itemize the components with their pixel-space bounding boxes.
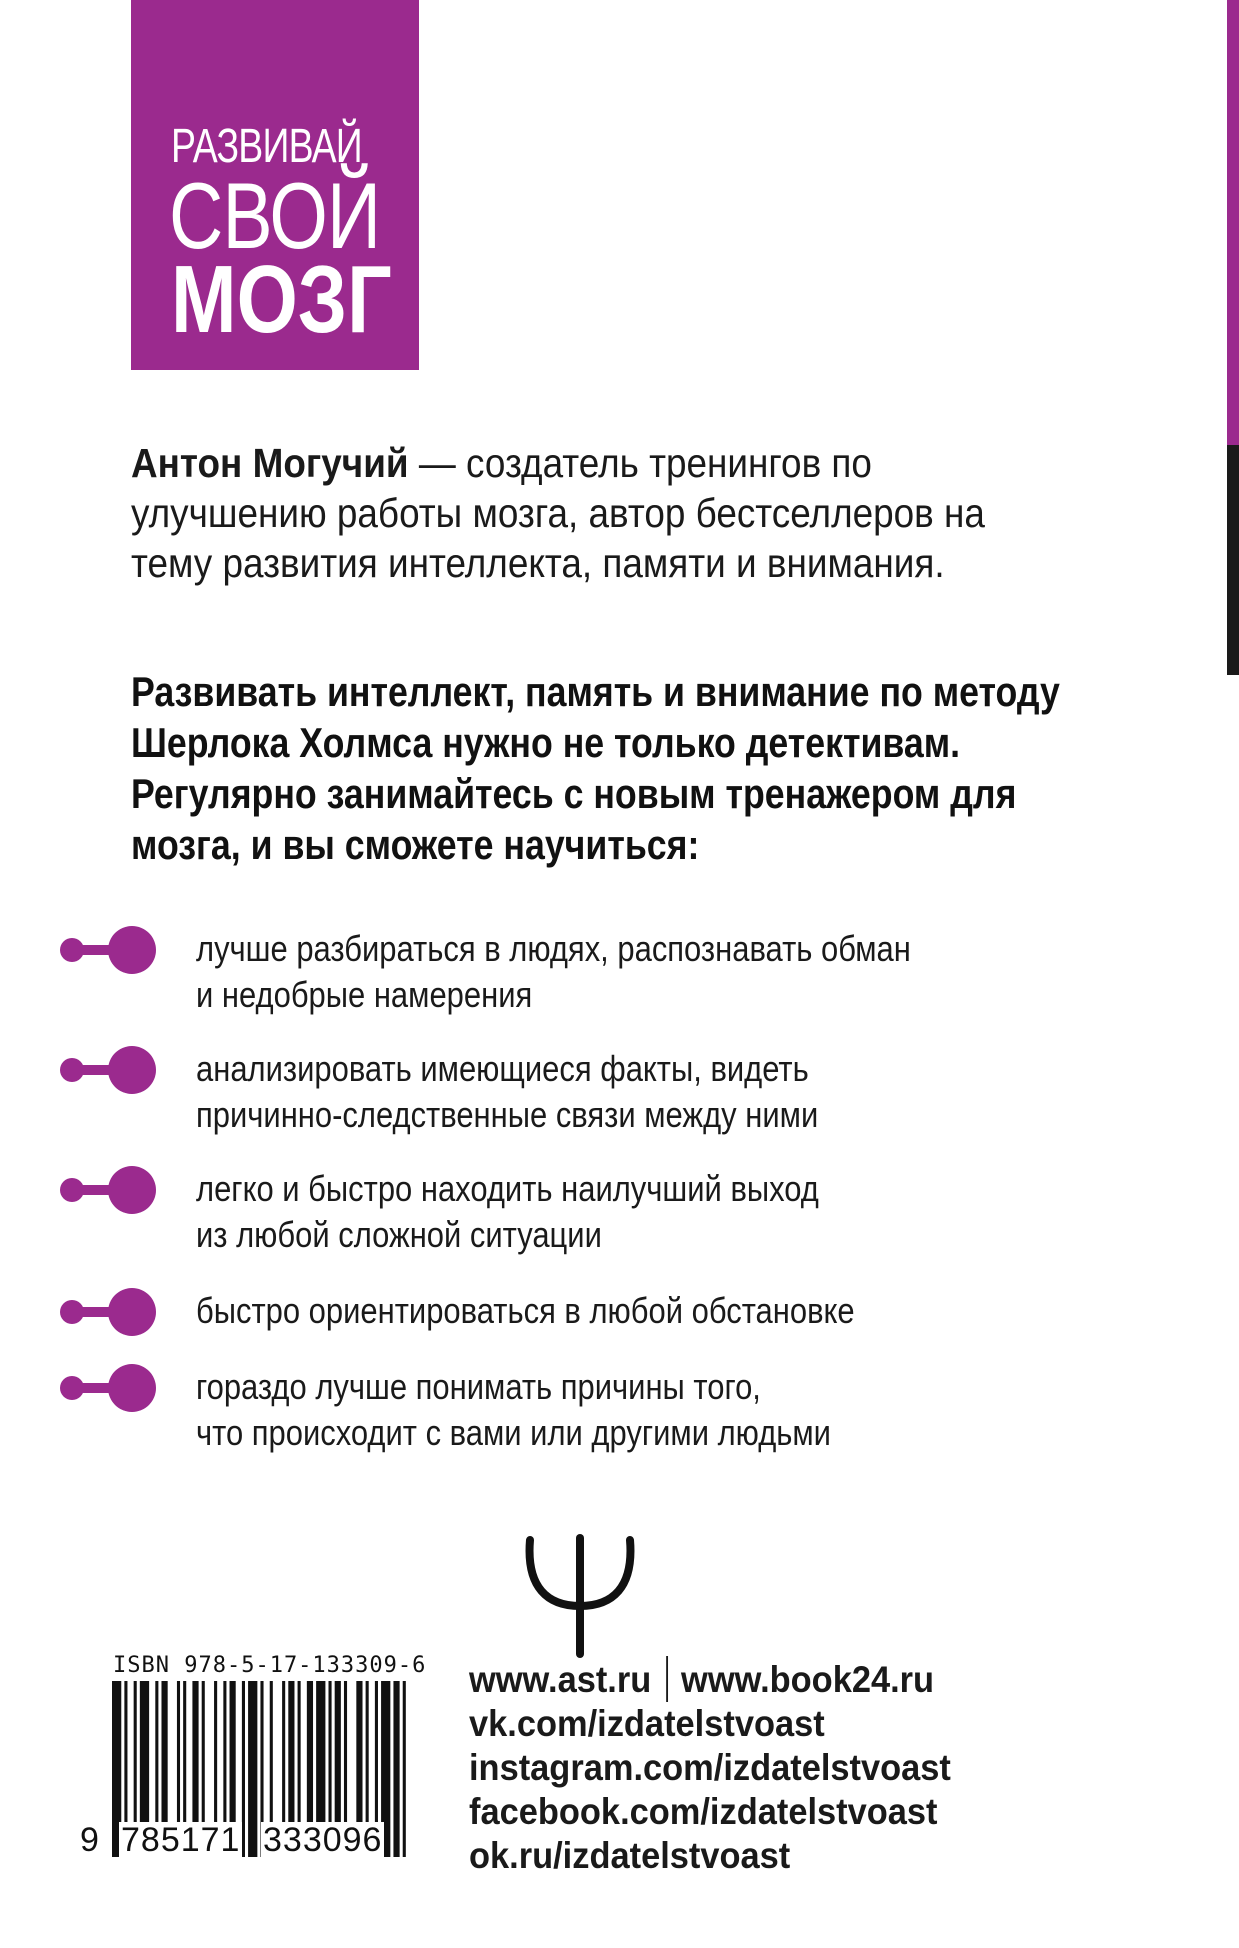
series-badge — [131, 0, 419, 370]
link-facebook[interactable]: facebook.com/izdatelstvoast — [469, 1791, 938, 1832]
barcode-digits-left: 785171 — [121, 1821, 241, 1859]
link-ok[interactable]: ok.ru/izdatelstvoast — [469, 1835, 791, 1876]
publisher-links — [469, 1656, 951, 1878]
dumbbell-bullet-icon — [60, 1046, 160, 1094]
author-description: — создатель тренингов по улучшению работы мозга, автор бестселлеров на тему развития интеллекта, памяти и внимания. — [131, 440, 985, 586]
benefit-text — [196, 1364, 1142, 1456]
link-instagram[interactable]: instagram.com/izdatelstvoast — [469, 1747, 951, 1788]
benefit-text — [196, 1288, 1142, 1334]
author-name: Антон Могучий — [131, 440, 409, 486]
spine-dark-stripe — [1227, 445, 1239, 675]
link-ast[interactable]: www.ast.ru — [469, 1659, 652, 1700]
link-book24[interactable]: www.book24.ru — [681, 1659, 935, 1700]
link-separator — [666, 1656, 668, 1702]
dumbbell-bullet-icon — [60, 1288, 160, 1336]
link-vk[interactable]: vk.com/izdatelstvoast — [469, 1703, 825, 1744]
series-title-line2: СВОЙ — [169, 163, 381, 268]
series-title-line3: МОЗГ — [171, 246, 392, 353]
benefit-text — [196, 1046, 1142, 1138]
dumbbell-bullet-icon — [60, 926, 160, 974]
series-title-line1: РАЗВИВАЙ — [171, 120, 362, 173]
dumbbell-bullet-icon — [60, 1364, 160, 1412]
benefit-line: лучше разбираться в людях, распознавать обман — [196, 928, 911, 969]
benefit-text — [196, 926, 1142, 1018]
benefit-line: причинно-следственные связи между ними — [196, 1094, 819, 1135]
barcode-digit-lead: 9 — [80, 1821, 100, 1859]
benefit-line: и недобрые намерения — [196, 974, 533, 1015]
benefit-line: быстро ориентироваться в любой обстановке — [196, 1290, 855, 1331]
dumbbell-bullet-icon — [60, 1166, 160, 1214]
benefit-line: легко и быстро находить наилучший выход — [196, 1168, 819, 1209]
psi-icon — [520, 1528, 640, 1658]
benefit-line: анализировать имеющиеся факты, видеть — [196, 1048, 809, 1089]
benefit-line: из любой сложной ситуации — [196, 1214, 602, 1255]
isbn-label: ISBN 978-5-17-133309-6 — [113, 1653, 427, 1678]
benefit-line: гораздо лучше понимать причины того, — [196, 1366, 761, 1407]
benefit-line: что происходит с вами или другими людьми — [196, 1412, 831, 1453]
spine-accent-stripe — [1227, 0, 1239, 445]
benefit-text — [196, 1166, 1142, 1258]
author-bio — [131, 438, 1031, 588]
lead-paragraph: Развивать интеллект, память и внимание по методу Шерлока Холмса нужно не только детективам. Регулярно занимайтесь с новым тренажером для мозга, и вы сможете научиться: — [131, 668, 1060, 868]
barcode-digits-right: 333096 — [263, 1821, 383, 1859]
